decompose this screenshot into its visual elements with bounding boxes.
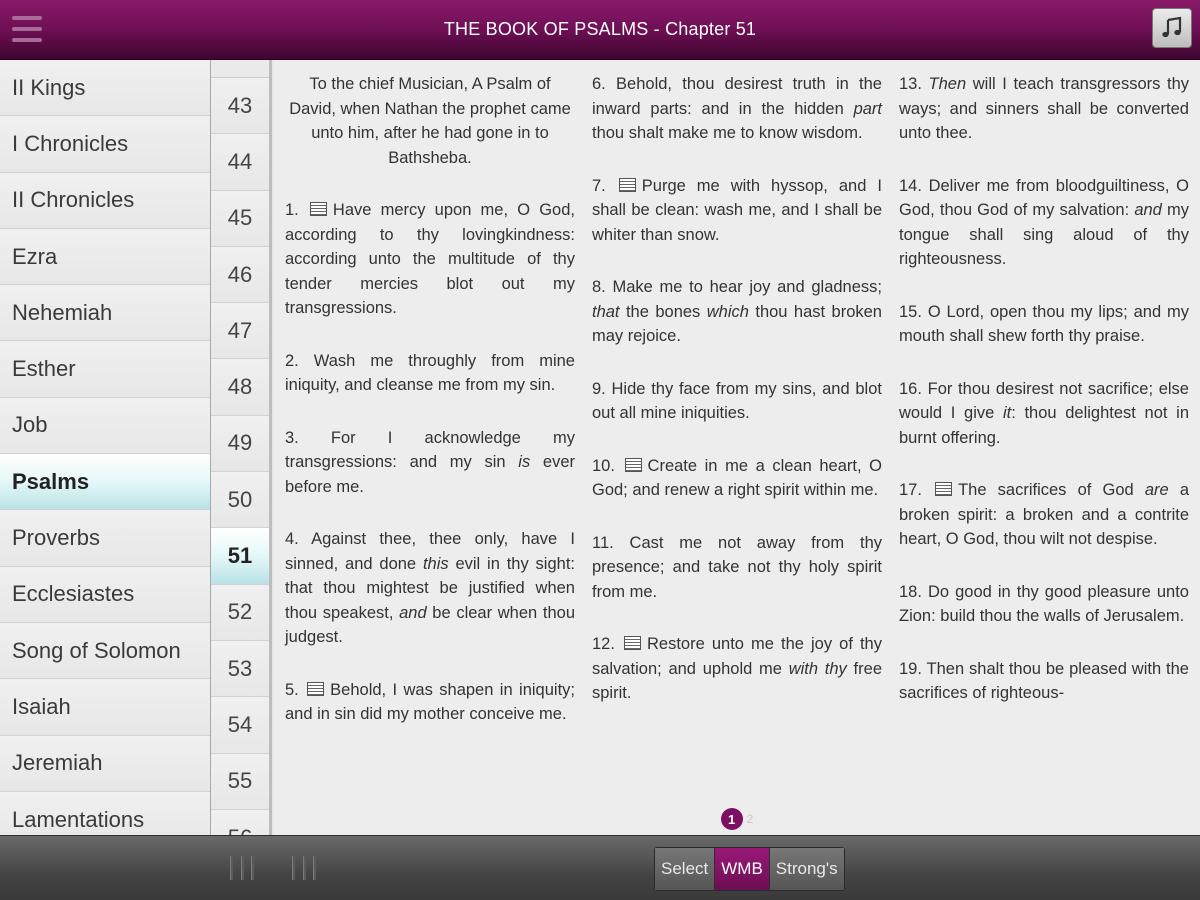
verse-number: 6.	[592, 75, 617, 93]
verse[interactable]	[899, 72, 1189, 146]
page-1-button[interactable]: 1	[721, 808, 743, 830]
chapter-item[interactable]: 47	[211, 303, 269, 359]
music-staff-note-icon[interactable]	[310, 202, 327, 216]
verse-text: For I acknowledge my transgressions: and my sin is ever before me.	[285, 428, 575, 496]
verse-text: The sacrifices of God are a broken spirit: a broken and a contrite heart, O God, thou wilt not despise.	[899, 481, 1190, 548]
verse-number: 19.	[899, 659, 927, 678]
music-staff-note-icon[interactable]	[935, 482, 952, 496]
verse-text: Behold, I was shapen in iniquity; and in sin did my mother conceive me.	[285, 680, 575, 723]
verse[interactable]	[592, 275, 882, 349]
book-item[interactable]: Psalms	[0, 454, 210, 510]
verse-number: 10.	[592, 456, 623, 475]
verse-number: 4.	[285, 530, 312, 548]
book-item[interactable]: II Chronicles	[0, 173, 210, 229]
verse-number: 11.	[592, 533, 630, 552]
verse[interactable]	[592, 377, 882, 426]
psalm-superscription: To the chief Musician, A Psalm of David, when Nathan the prophet came unto him, after he had gone in to Bathsheba.	[289, 75, 571, 167]
reader-drag-grip-icon[interactable]	[292, 856, 316, 880]
book-item[interactable]: Isaiah	[0, 679, 210, 735]
chapter-list-spacer	[211, 60, 269, 78]
verse[interactable]	[899, 174, 1189, 272]
verse-text: Cast me not away from thy presence; and take not thy holy spirit from me.	[592, 533, 882, 601]
verse-number: 2.	[285, 351, 314, 370]
chapter-list	[211, 60, 272, 835]
page-indicator	[274, 807, 1200, 831]
verse-number: 3.	[285, 428, 331, 447]
verse-text: Then shalt thou be pleased with the sacrifices of righteous-	[899, 659, 1189, 702]
verse-text: For thou desirest not sacrifice; else would I give it: thou delightest not in burnt offering.	[899, 379, 1189, 447]
verse-number: 12.	[592, 635, 622, 653]
verse-text: Deliver me from bloodguiltiness, O God, thou God of my salvation: and my tongue shall sing aloud of thy righteousness.	[899, 176, 1189, 268]
music-staff-note-icon[interactable]	[624, 636, 641, 650]
verse[interactable]	[285, 527, 575, 650]
verse[interactable]	[592, 174, 882, 248]
verse-text: Hide thy face from my sins, and blot out all mine iniquities.	[592, 379, 882, 422]
verse-text: Wash me throughly from mine iniquity, and cleanse me from my sin.	[285, 351, 575, 394]
book-item[interactable]: I Chronicles	[0, 116, 210, 172]
verse-text: Do good in thy good pleasure unto Zion: build thou the walls of Jerusalem.	[899, 582, 1189, 625]
book-item[interactable]: Lamentations	[0, 792, 210, 848]
verse-text: Against thee, thee only, have I sinned, and done this evil in thy sight: that thou mightest be justified when thou speakest, and be clear when thou judgest.	[285, 530, 576, 646]
chapter-item[interactable]: 52	[211, 585, 269, 641]
book-item[interactable]: II Kings	[0, 60, 210, 116]
verse-number: 5.	[285, 680, 306, 699]
verse[interactable]	[899, 377, 1189, 451]
page-2-button[interactable]: 2	[746, 812, 754, 826]
verse-number: 7.	[592, 176, 617, 195]
verse-text: Restore unto me the joy of thy salvation; and uphold me with thy free spirit.	[592, 635, 882, 702]
chapter-item[interactable]: 46	[211, 247, 269, 303]
bottom-toolbar	[0, 835, 1200, 900]
verse-number: 14.	[899, 176, 929, 195]
book-item[interactable]: Ecclesiastes	[0, 567, 210, 623]
book-item[interactable]: Esther	[0, 341, 210, 397]
verse-text: Make me to hear joy and gladness; that the bones which thou hast broken may rejoice.	[592, 278, 882, 345]
verse-text: Then will I teach transgressors thy ways; and sinners shall be converted unto thee.	[899, 75, 1189, 142]
text-column-3	[899, 72, 1189, 734]
title-bar	[0, 0, 1200, 60]
page-title: THE BOOK OF PSALMS - Chapter 51	[443, 19, 757, 39]
verse-number: 18.	[899, 582, 928, 601]
verse[interactable]	[285, 678, 575, 727]
strongs-button[interactable]: Strong's	[770, 848, 844, 890]
verse[interactable]	[592, 531, 882, 605]
verse[interactable]	[592, 72, 882, 146]
verse-number: 1.	[285, 201, 308, 219]
music-staff-note-icon[interactable]	[307, 682, 324, 696]
mode-segmented-control	[654, 847, 845, 891]
verse-number: 17.	[899, 481, 934, 499]
chapter-item[interactable]: 53	[211, 641, 269, 697]
verse[interactable]	[285, 426, 575, 500]
text-column-1	[285, 72, 575, 755]
music-staff-note-icon[interactable]	[625, 458, 642, 472]
chapter-item[interactable]: 54	[211, 697, 269, 753]
chapter-item[interactable]: 55	[211, 754, 269, 810]
verse-number: 15.	[899, 302, 928, 321]
verse[interactable]	[285, 198, 575, 321]
book-list	[0, 60, 211, 835]
music-staff-note-icon[interactable]	[619, 178, 636, 192]
verse-text: Purge me with hyssop, and I shall be clean: wash me, and I shall be whiter than snow.	[592, 176, 882, 244]
select-button[interactable]: Select	[655, 848, 715, 890]
verse-number: 9.	[592, 379, 612, 398]
verse-text: Create in me a clean heart, O God; and renew a right spirit within me.	[592, 456, 882, 499]
wmb-button[interactable]: WMB	[715, 848, 770, 890]
book-item[interactable]: Song of Solomon	[0, 623, 210, 679]
verse[interactable]	[899, 300, 1189, 349]
book-item[interactable]: Nehemiah	[0, 285, 210, 341]
verse-text: O Lord, open thou my lips; and my mouth shall shew forth thy praise.	[899, 302, 1189, 345]
book-item[interactable]: Jeremiah	[0, 736, 210, 792]
music-note-icon	[1160, 16, 1184, 40]
verse[interactable]	[899, 478, 1189, 552]
verse[interactable]	[592, 454, 882, 503]
chapter-item[interactable]: 51	[211, 528, 269, 584]
chapter-item[interactable]: 43	[211, 78, 269, 134]
text-column-2	[592, 72, 882, 734]
reading-pane	[274, 60, 1200, 835]
verse-number: 16.	[899, 379, 928, 398]
verse-text: Have mercy upon me, O God, according to thy lovingkindness: according unto the multitude of thy tender mercies blot out my transgressions.	[285, 201, 575, 317]
verse-number: 13.	[899, 75, 929, 93]
verse-number: 8.	[592, 278, 613, 296]
chapter-item[interactable]: 50	[211, 472, 269, 528]
chapter-item[interactable]: 44	[211, 134, 269, 190]
verse[interactable]	[899, 657, 1189, 706]
verse[interactable]	[285, 349, 575, 398]
verse[interactable]	[899, 580, 1189, 629]
book-item[interactable]: Job	[0, 398, 210, 454]
verse-text: Behold, thou desirest truth in the inward parts: and in the hidden part thou shalt make me to know wisdom.	[592, 75, 882, 142]
chapter-item[interactable]: 48	[211, 359, 269, 415]
chapter-item[interactable]: 45	[211, 191, 269, 247]
book-item[interactable]: Proverbs	[0, 510, 210, 566]
verse[interactable]	[592, 632, 882, 706]
book-item[interactable]: Ezra	[0, 229, 210, 285]
chapter-item[interactable]: 49	[211, 416, 269, 472]
music-button[interactable]	[1152, 8, 1192, 48]
chapter-drag-grip-icon[interactable]	[230, 856, 254, 880]
